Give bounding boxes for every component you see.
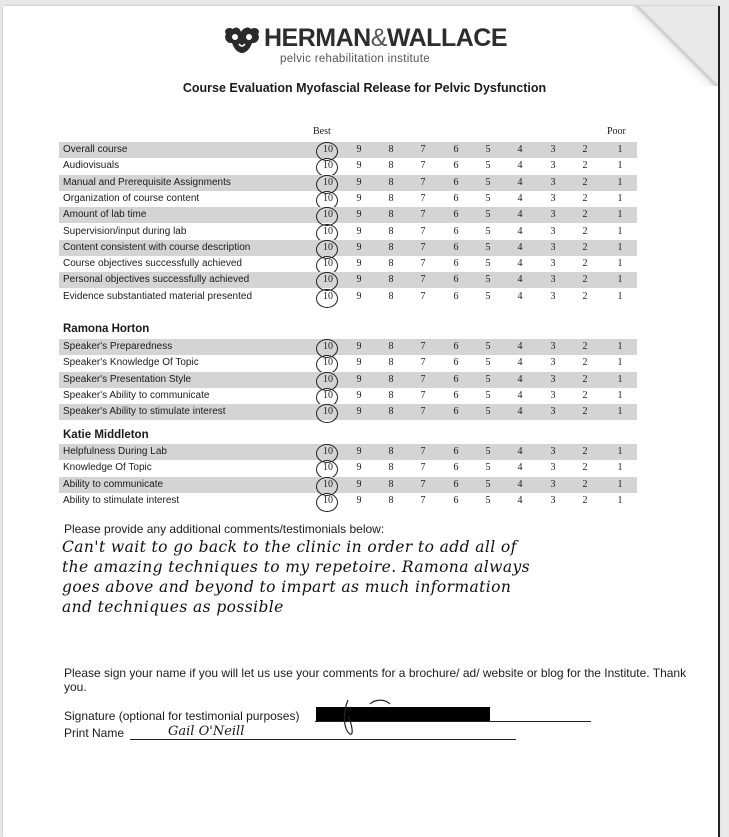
rating-option[interactable]: 5 bbox=[485, 494, 491, 506]
rating-option[interactable]: 6 bbox=[453, 192, 459, 204]
rating-option[interactable]: 8 bbox=[388, 341, 394, 352]
comment-line: and techniques as possible bbox=[62, 598, 284, 616]
rating-option[interactable]: 3 bbox=[550, 144, 556, 155]
rating-option[interactable]: 2 bbox=[582, 341, 588, 352]
rating-option[interactable]: 6 bbox=[453, 176, 459, 188]
rating-row bbox=[59, 404, 637, 420]
rating-option[interactable]: 2 bbox=[582, 192, 588, 204]
rating-row bbox=[59, 388, 637, 404]
rating-option[interactable]: 3 bbox=[550, 192, 556, 204]
rating-option[interactable]: 4 bbox=[517, 406, 523, 418]
rating-option[interactable]: 5 bbox=[485, 373, 491, 385]
rating-option[interactable]: 10 bbox=[318, 258, 338, 269]
rating-item-label: Knowledge Of Topic bbox=[63, 462, 152, 474]
rating-item-label: Overall course bbox=[63, 144, 128, 155]
rating-option[interactable]: 4 bbox=[517, 144, 523, 155]
rating-option[interactable]: 6 bbox=[453, 290, 459, 302]
rating-option[interactable]: 2 bbox=[582, 357, 588, 369]
best-label: Best bbox=[313, 126, 331, 137]
rating-option[interactable]: 9 bbox=[356, 258, 362, 270]
rating-option[interactable]: 9 bbox=[356, 357, 362, 369]
rating-option[interactable]: 8 bbox=[388, 446, 394, 457]
signature-request-text: Please sign your name if you will let us use your comments for a brochure/ ad/ website or blog for the Institute. Thank you. bbox=[64, 666, 687, 694]
pelvis-logo-icon bbox=[222, 26, 262, 56]
rating-option[interactable]: 7 bbox=[420, 209, 426, 221]
rating-option[interactable]: 4 bbox=[517, 241, 523, 253]
rating-option[interactable]: 10 bbox=[318, 341, 338, 352]
rating-option[interactable]: 4 bbox=[517, 478, 523, 490]
rating-option[interactable]: 8 bbox=[388, 406, 394, 418]
rating-item-label: Helpfulness During Lab bbox=[63, 446, 167, 457]
rating-row bbox=[59, 477, 637, 493]
rating-option[interactable]: 1 bbox=[617, 462, 623, 474]
rating-option[interactable]: 7 bbox=[420, 144, 426, 155]
rating-option[interactable]: 8 bbox=[388, 144, 394, 155]
rating-option[interactable]: 10 bbox=[318, 495, 338, 506]
rating-row bbox=[59, 460, 637, 476]
logo-wordmark: HERMAN&WALLACE bbox=[264, 24, 508, 52]
rating-row bbox=[59, 289, 637, 305]
rating-option[interactable]: 7 bbox=[420, 494, 426, 506]
rating-option[interactable]: 1 bbox=[617, 225, 623, 237]
rating-option[interactable]: 1 bbox=[617, 389, 623, 401]
rating-option[interactable]: 6 bbox=[453, 406, 459, 418]
rating-option[interactable]: 8 bbox=[388, 478, 394, 490]
rating-option[interactable]: 5 bbox=[485, 406, 491, 418]
rating-option[interactable]: 1 bbox=[617, 341, 623, 352]
rating-option[interactable]: 3 bbox=[550, 241, 556, 253]
rating-option[interactable]: 6 bbox=[453, 478, 459, 490]
rating-option[interactable]: 6 bbox=[453, 357, 459, 369]
rating-option[interactable]: 10 bbox=[318, 390, 338, 401]
rating-option[interactable]: 3 bbox=[550, 462, 556, 474]
rating-row bbox=[59, 224, 637, 240]
rating-option[interactable]: 9 bbox=[356, 406, 362, 418]
rating-option[interactable]: 10 bbox=[318, 209, 338, 220]
rating-option[interactable]: 1 bbox=[617, 406, 623, 418]
rating-option[interactable]: 2 bbox=[582, 241, 588, 253]
rating-option[interactable]: 7 bbox=[420, 406, 426, 418]
rating-option[interactable]: 6 bbox=[453, 341, 459, 352]
rating-option[interactable]: 9 bbox=[356, 176, 362, 188]
rating-item-label: Speaker's Ability to communicate bbox=[63, 389, 210, 401]
rating-option[interactable]: 5 bbox=[485, 241, 491, 253]
rating-option[interactable]: 9 bbox=[356, 290, 362, 302]
rating-item-label: Organization of course content bbox=[63, 192, 200, 204]
rating-option[interactable]: 10 bbox=[318, 291, 338, 302]
rating-option[interactable]: 4 bbox=[517, 446, 523, 457]
rating-option[interactable]: 3 bbox=[550, 446, 556, 457]
rating-option[interactable]: 2 bbox=[582, 406, 588, 418]
rating-option[interactable]: 4 bbox=[517, 258, 523, 270]
rating-option[interactable]: 7 bbox=[420, 357, 426, 369]
rating-option[interactable]: 5 bbox=[485, 225, 491, 237]
rating-option[interactable]: 3 bbox=[550, 373, 556, 385]
rating-option[interactable]: 3 bbox=[550, 258, 556, 270]
rating-option[interactable]: 7 bbox=[420, 341, 426, 352]
rating-option[interactable]: 8 bbox=[388, 389, 394, 401]
rating-option[interactable]: 6 bbox=[453, 494, 459, 506]
rating-option[interactable]: 9 bbox=[356, 389, 362, 401]
rating-option[interactable]: 1 bbox=[617, 192, 623, 204]
rating-option[interactable]: 5 bbox=[485, 176, 491, 188]
rating-option[interactable]: 10 bbox=[318, 144, 338, 155]
rating-option[interactable]: 9 bbox=[356, 494, 362, 506]
rating-option[interactable]: 9 bbox=[356, 241, 362, 253]
rating-option[interactable]: 7 bbox=[420, 160, 426, 172]
rating-option[interactable]: 9 bbox=[356, 209, 362, 221]
rating-option[interactable]: 10 bbox=[318, 160, 338, 171]
rating-item-label: Ability to stimulate interest bbox=[63, 494, 180, 506]
rating-option[interactable]: 5 bbox=[485, 290, 491, 302]
print-name-label: Print Name bbox=[64, 726, 125, 740]
rating-option[interactable]: 5 bbox=[485, 389, 491, 401]
rating-option[interactable]: 8 bbox=[388, 258, 394, 270]
rating-option[interactable]: 2 bbox=[582, 290, 588, 302]
rating-option[interactable]: 4 bbox=[517, 176, 523, 188]
rating-option[interactable]: 10 bbox=[318, 177, 338, 188]
rating-option[interactable]: 6 bbox=[453, 373, 459, 385]
rating-option[interactable]: 10 bbox=[318, 357, 338, 368]
rating-option[interactable]: 9 bbox=[356, 144, 362, 155]
rating-item-label: Personal objectives successfully achieved bbox=[63, 274, 250, 286]
logo-subtitle: pelvic rehabilitation institute bbox=[280, 53, 430, 65]
rating-option[interactable]: 8 bbox=[388, 494, 394, 506]
rating-option[interactable]: 6 bbox=[453, 462, 459, 474]
rating-item-label: Speaker's Knowledge Of Topic bbox=[63, 357, 199, 369]
rating-option[interactable]: 9 bbox=[356, 225, 362, 237]
rating-option[interactable]: 5 bbox=[485, 341, 491, 352]
page-title: Course Evaluation Myofascial Release for Pelvic Dysfunction bbox=[182, 81, 547, 95]
rating-option[interactable]: 10 bbox=[318, 406, 338, 417]
rating-option[interactable]: 3 bbox=[550, 160, 556, 172]
rating-option[interactable]: 6 bbox=[453, 389, 459, 401]
rating-option[interactable]: 3 bbox=[550, 225, 556, 237]
rating-option[interactable]: 10 bbox=[318, 226, 338, 237]
rating-option[interactable]: 3 bbox=[550, 274, 556, 286]
rating-option[interactable]: 7 bbox=[420, 241, 426, 253]
rating-option[interactable]: 5 bbox=[485, 258, 491, 270]
rating-item-label: Audiovisuals bbox=[63, 160, 120, 172]
rating-option[interactable]: 6 bbox=[453, 241, 459, 253]
rating-option[interactable]: 3 bbox=[550, 341, 556, 352]
rating-option[interactable]: 3 bbox=[550, 176, 556, 188]
rating-item-label: Ability to communicate bbox=[63, 478, 164, 490]
rating-row bbox=[59, 493, 637, 509]
rating-option[interactable]: 9 bbox=[356, 462, 362, 474]
rating-option[interactable]: 5 bbox=[485, 144, 491, 155]
rating-option[interactable]: 7 bbox=[420, 258, 426, 270]
rating-option[interactable]: 1 bbox=[617, 290, 623, 302]
rating-item-label: Speaker's Presentation Style bbox=[63, 373, 192, 385]
rating-option[interactable]: 7 bbox=[420, 373, 426, 385]
rating-option[interactable]: 6 bbox=[453, 160, 459, 172]
page-fold-corner bbox=[632, 6, 722, 86]
rating-option[interactable]: 2 bbox=[582, 144, 588, 155]
rating-item-label: Course objectives successfully achieved bbox=[63, 258, 242, 270]
rating-option[interactable]: 5 bbox=[485, 446, 491, 457]
rating-option[interactable]: 7 bbox=[420, 274, 426, 286]
rating-option[interactable]: 1 bbox=[617, 160, 623, 172]
rating-option[interactable]: 7 bbox=[420, 462, 426, 474]
rating-option[interactable]: 7 bbox=[420, 446, 426, 457]
rating-option[interactable]: 8 bbox=[388, 176, 394, 188]
rating-row bbox=[59, 256, 637, 272]
rating-option[interactable]: 9 bbox=[356, 274, 362, 286]
rating-option[interactable]: 2 bbox=[582, 373, 588, 385]
rating-option[interactable]: 9 bbox=[356, 478, 362, 490]
rating-option[interactable]: 2 bbox=[582, 258, 588, 270]
rating-option[interactable]: 6 bbox=[453, 446, 459, 457]
rating-option[interactable]: 3 bbox=[550, 389, 556, 401]
rating-option[interactable]: 4 bbox=[517, 192, 523, 204]
rating-option[interactable]: 9 bbox=[356, 341, 362, 352]
rating-option[interactable]: 1 bbox=[617, 241, 623, 253]
rating-option[interactable]: 6 bbox=[453, 225, 459, 237]
rating-option[interactable]: 8 bbox=[388, 192, 394, 204]
rating-option[interactable]: 3 bbox=[550, 406, 556, 418]
rating-option[interactable]: 2 bbox=[582, 225, 588, 237]
rating-option[interactable]: 2 bbox=[582, 462, 588, 474]
speaker-name: Katie Middleton bbox=[63, 429, 149, 441]
rating-row bbox=[59, 372, 637, 388]
rating-option[interactable]: 10 bbox=[318, 479, 338, 490]
rating-option[interactable]: 10 bbox=[318, 446, 338, 457]
comments-label: Please provide any additional comments/testimonials below: bbox=[64, 522, 385, 536]
rating-option[interactable]: 4 bbox=[517, 357, 523, 369]
rating-option[interactable]: 6 bbox=[453, 258, 459, 270]
rating-option[interactable]: 1 bbox=[617, 274, 623, 286]
rating-option[interactable]: 7 bbox=[420, 478, 426, 490]
rating-option[interactable]: 5 bbox=[485, 209, 491, 221]
rating-option[interactable]: 10 bbox=[318, 242, 338, 253]
rating-option[interactable]: 8 bbox=[388, 462, 394, 474]
comment-line: the amazing techniques to my repetoire. Ramona always bbox=[62, 558, 530, 576]
rating-row bbox=[59, 191, 637, 207]
rating-option[interactable]: 8 bbox=[388, 225, 394, 237]
rating-option[interactable]: 10 bbox=[318, 193, 338, 204]
rating-row bbox=[59, 175, 637, 191]
rating-option[interactable]: 1 bbox=[617, 446, 623, 457]
rating-option[interactable]: 10 bbox=[318, 274, 338, 285]
rating-row bbox=[59, 207, 637, 223]
rating-item-label: Evidence substantiated material presented bbox=[63, 290, 253, 302]
rating-option[interactable]: 4 bbox=[517, 209, 523, 221]
rating-option[interactable]: 9 bbox=[356, 192, 362, 204]
rating-option[interactable]: 6 bbox=[453, 274, 459, 286]
comment-line: goes above and beyond to impart as much information bbox=[62, 578, 512, 596]
rating-option[interactable]: 4 bbox=[517, 274, 523, 286]
rating-option[interactable]: 4 bbox=[517, 373, 523, 385]
rating-option[interactable]: 1 bbox=[617, 209, 623, 221]
rating-item-label: Speaker's Ability to stimulate interest bbox=[63, 406, 226, 418]
institute-logo bbox=[222, 24, 522, 68]
rating-option[interactable]: 2 bbox=[582, 209, 588, 221]
poor-label: Poor bbox=[607, 126, 626, 137]
rating-option[interactable]: 3 bbox=[550, 494, 556, 506]
rating-option[interactable]: 2 bbox=[582, 494, 588, 506]
rating-option[interactable]: 1 bbox=[617, 478, 623, 490]
rating-row bbox=[59, 272, 637, 288]
rating-option[interactable]: 8 bbox=[388, 290, 394, 302]
rating-item-label: Manual and Prerequisite Assignments bbox=[63, 176, 231, 188]
rating-option[interactable]: 6 bbox=[453, 209, 459, 221]
rating-option[interactable]: 4 bbox=[517, 290, 523, 302]
rating-option[interactable]: 3 bbox=[550, 290, 556, 302]
rating-option[interactable]: 1 bbox=[617, 176, 623, 188]
rating-option[interactable]: 2 bbox=[582, 478, 588, 490]
rating-option[interactable]: 5 bbox=[485, 462, 491, 474]
rating-option[interactable]: 4 bbox=[517, 341, 523, 352]
rating-option[interactable]: 8 bbox=[388, 373, 394, 385]
rating-option[interactable]: 3 bbox=[550, 209, 556, 221]
rating-option[interactable]: 7 bbox=[420, 389, 426, 401]
rating-option[interactable]: 7 bbox=[420, 290, 426, 302]
rating-option[interactable]: 6 bbox=[453, 144, 459, 155]
rating-option[interactable]: 4 bbox=[517, 160, 523, 172]
rating-option[interactable]: 1 bbox=[617, 373, 623, 385]
rating-row bbox=[59, 142, 637, 158]
rating-option[interactable]: 4 bbox=[517, 389, 523, 401]
rating-option[interactable]: 4 bbox=[517, 494, 523, 506]
rating-option[interactable]: 2 bbox=[582, 446, 588, 457]
speaker-name: Ramona Horton bbox=[63, 323, 150, 335]
rating-option[interactable]: 7 bbox=[420, 225, 426, 237]
signature-label: Signature (optional for testimonial purposes) bbox=[64, 709, 300, 723]
rating-option[interactable]: 8 bbox=[388, 357, 394, 369]
rating-option[interactable]: 1 bbox=[617, 258, 623, 270]
rating-option[interactable]: 2 bbox=[582, 389, 588, 401]
rating-option[interactable]: 5 bbox=[485, 274, 491, 286]
rating-option[interactable]: 2 bbox=[582, 274, 588, 286]
selected-rating-circle bbox=[316, 289, 338, 308]
rating-option[interactable]: 7 bbox=[420, 176, 426, 188]
comment-line: Can't wait to go back to the clinic in order to add all of bbox=[62, 538, 517, 556]
rating-option[interactable]: 4 bbox=[517, 462, 523, 474]
rating-option[interactable]: 3 bbox=[550, 357, 556, 369]
rating-option[interactable]: 1 bbox=[617, 494, 623, 506]
rating-row bbox=[59, 444, 637, 460]
rating-option[interactable]: 5 bbox=[485, 192, 491, 204]
rating-row bbox=[59, 355, 637, 371]
rating-option[interactable]: 10 bbox=[318, 462, 338, 473]
rating-option[interactable]: 8 bbox=[388, 241, 394, 253]
rating-option[interactable]: 9 bbox=[356, 160, 362, 172]
selected-rating-circle bbox=[316, 493, 338, 512]
rating-item-label: Speaker's Preparedness bbox=[63, 341, 173, 352]
rating-row bbox=[59, 240, 637, 256]
rating-option[interactable]: 5 bbox=[485, 357, 491, 369]
rating-row bbox=[59, 339, 637, 355]
rating-option[interactable]: 9 bbox=[356, 446, 362, 457]
rating-option[interactable]: 1 bbox=[617, 357, 623, 369]
rating-option[interactable]: 1 bbox=[617, 144, 623, 155]
rating-option[interactable]: 10 bbox=[318, 374, 338, 385]
page-edge bbox=[718, 6, 720, 837]
rating-item-label: Content consistent with course description bbox=[63, 241, 251, 253]
rating-item-label: Amount of lab time bbox=[63, 209, 147, 221]
rating-option[interactable]: 8 bbox=[388, 160, 394, 172]
rating-option[interactable]: 7 bbox=[420, 192, 426, 204]
rating-option[interactable]: 3 bbox=[550, 478, 556, 490]
rating-option[interactable]: 4 bbox=[517, 225, 523, 237]
rating-option[interactable]: 8 bbox=[388, 209, 394, 221]
signature-scribble bbox=[330, 694, 410, 740]
rating-option[interactable]: 9 bbox=[356, 373, 362, 385]
rating-option[interactable]: 8 bbox=[388, 274, 394, 286]
rating-option[interactable]: 2 bbox=[582, 160, 588, 172]
rating-item-label: Supervision/input during lab bbox=[63, 225, 187, 237]
rating-option[interactable]: 5 bbox=[485, 160, 491, 172]
print-name-value: Gail O'Neill bbox=[168, 724, 245, 739]
rating-option[interactable]: 2 bbox=[582, 176, 588, 188]
rating-option[interactable]: 5 bbox=[485, 478, 491, 490]
print-name-line[interactable] bbox=[130, 739, 516, 740]
rating-row bbox=[59, 158, 637, 174]
